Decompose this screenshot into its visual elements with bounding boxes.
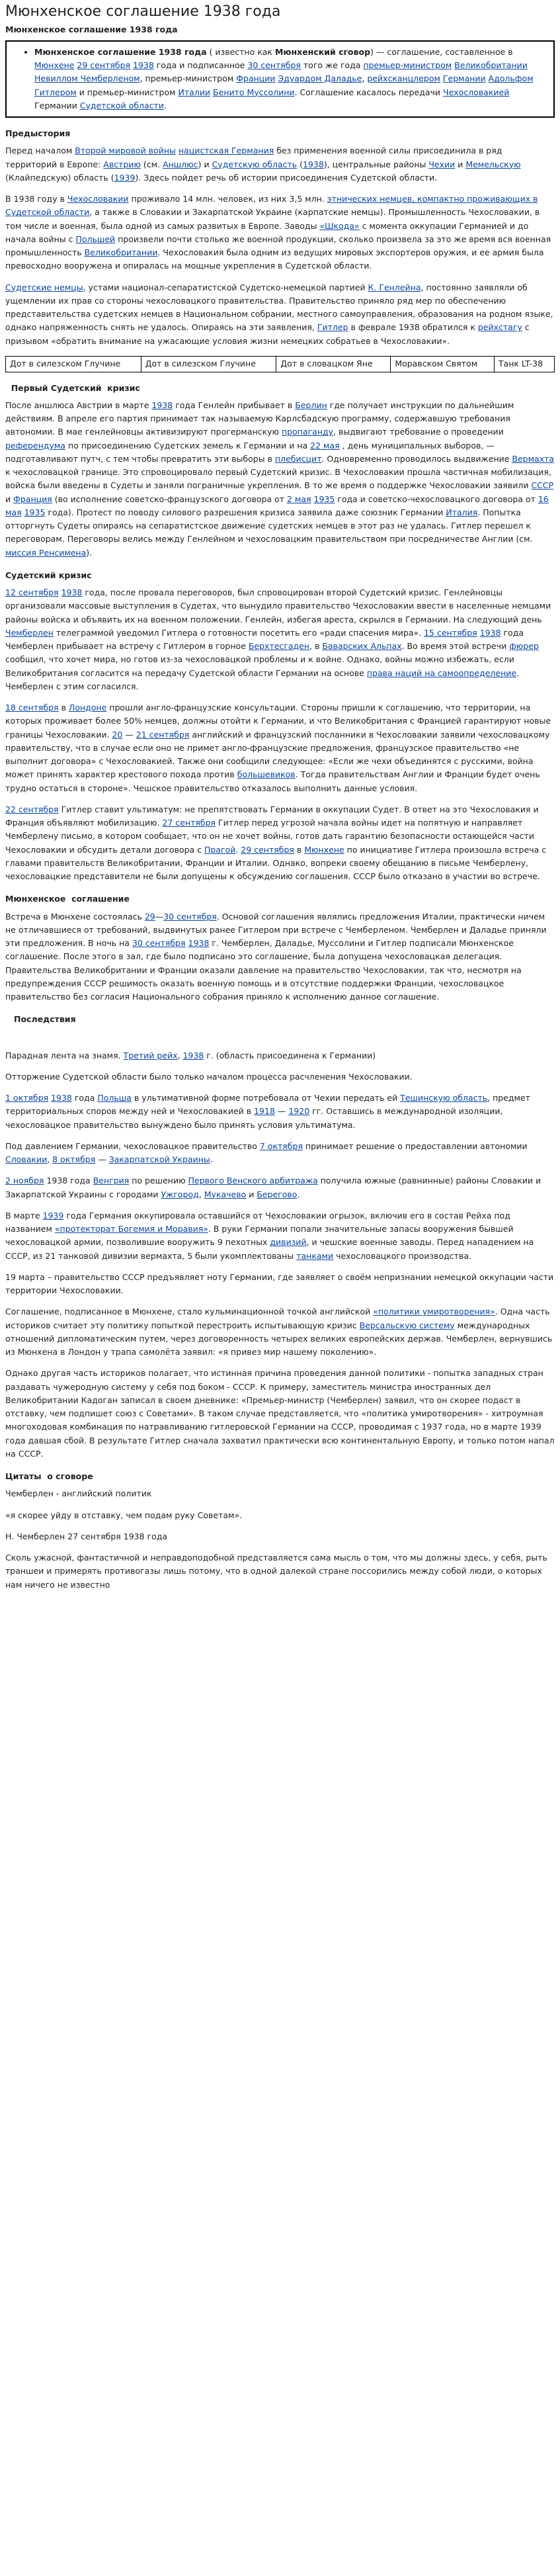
article-link[interactable]: СССР [531, 480, 554, 491]
bold-text: Мюнхенский сговор [274, 46, 371, 57]
article-link[interactable]: Берлин [295, 400, 327, 410]
article-link[interactable]: Гитлер [317, 322, 348, 333]
text-run: . Одновременно проводилось выдвижение [321, 453, 512, 464]
section-heading: Мюнхенское соглашение [5, 894, 130, 904]
article-link[interactable]: Третий рейх [123, 1050, 178, 1060]
article-link[interactable]: 1920 [288, 1106, 310, 1117]
paragraph [5, 1140, 555, 1167]
text-run: где получает инструкции по дальнейшим действиям. В апреле его партия принимает так называемую Карлсбадскую программу, содержавшую требования автономии. В мае генлейновцы активизируют прогерманскую [5, 400, 514, 437]
table-cell: Моравском Святом [391, 356, 495, 372]
article-link[interactable]: «протекторат Богемия и Моравия» [54, 1224, 208, 1234]
text-run: получила южные (равнинные) районы Словакии и Закарпатской Украины с городами [5, 1176, 541, 1199]
article-link[interactable]: референдума [5, 440, 65, 451]
bold-text: Мюнхенское соглашение 1938 года [34, 46, 207, 57]
text-run: 1938 года [44, 1176, 93, 1186]
article-link[interactable]: Италии [178, 87, 211, 97]
article-link[interactable]: Мемельскую [465, 159, 521, 169]
table-cell: Танк LT-38 [494, 356, 554, 372]
article-link[interactable]: 1938 [188, 938, 210, 949]
text-run: , выдвигают требование о проведении [333, 427, 504, 437]
text-run: года Германия оккупировала оставшийся от Чехословакии огрызок, включив его в состав Рейха под названием [5, 1210, 510, 1234]
table-cell: Дот в силезском Глучине [141, 356, 276, 372]
article-body [5, 127, 555, 1592]
article-link[interactable]: «политики умиротворения» [373, 1307, 495, 1317]
text-run: Н. Чемберлен 27 сентября 1938 года [5, 1531, 168, 1541]
paragraph [5, 1271, 555, 1298]
text-run: — [155, 911, 164, 922]
text-run: , [47, 1154, 53, 1165]
paragraph [5, 1530, 555, 1543]
table-cell: Дот в словацком Яне [276, 356, 391, 372]
text-run: , постоянно заявляли об ущемлении их прав со стороны чехословацкого правительства. Правительство приняло ряд мер по обеспечению представительства судетских немцев в Национальном собрании, местного самоуправления, образования на родном языке, однако напряженность снять не удалось. Опираясь на эти заявления, [5, 282, 553, 333]
article-link[interactable]: Адольфом Гитлером [34, 73, 534, 97]
article-link[interactable]: рейхстагу [477, 322, 522, 333]
text-run: 19 марта – правительство СССР предъявляет ноту Германии, где заявляет о своём непризнании немецкой оккупации части территории Чехословакии. [5, 1271, 554, 1296]
paragraph [5, 910, 555, 1004]
image-placeholder [5, 1031, 555, 1049]
article-link[interactable]: 1938 [182, 1050, 204, 1060]
text-run: по решению [129, 1176, 188, 1186]
article-link[interactable]: 1938 [51, 1093, 72, 1103]
text-run: . Одна часть историков считает эту политику попыткой перестроить испытывающую кризис [5, 1307, 550, 1330]
article-link[interactable]: Невиллом Чемберленом [34, 73, 140, 84]
table-row [6, 356, 555, 372]
article-link[interactable]: 7 октября [259, 1140, 303, 1151]
text-run: чехословацкого производства. [333, 1250, 471, 1261]
text-run: Соглашение, подписанное в Мюнхене, стало кульминационной точкой английской [5, 1307, 374, 1317]
text-run: года, после провала переговоров, был спровоцирован второй Судетский кризис. Генлейновцы организовали массовые выступления в Судетах, что вынудило правительство Чехословакии ввести в населенные немцами районы войска и объявить их на военном положении. Генлейн, избегая ареста, скрылся в Германии. На следующий день [5, 587, 551, 624]
article-link[interactable]: Польша [97, 1093, 132, 1103]
article-link[interactable]: 1 октября [5, 1093, 49, 1103]
text-run: и [5, 494, 14, 504]
text-run: . Соглашение касалось передачи [294, 87, 443, 97]
article-link[interactable]: Словакии [5, 1154, 48, 1165]
table-cell: Дот в силезском Глучине [6, 356, 141, 372]
paragraph [5, 1209, 555, 1263]
article-link[interactable]: Эдуардом Даладье [278, 73, 362, 84]
text-run: гг. Оставшись в международной изоляции, чехословацкое правительство вынуждено было принять условия ультиматума. [5, 1106, 503, 1130]
text-run: (Клайпедскую) область ( [5, 172, 114, 183]
text-run: и [246, 1189, 257, 1199]
article-link[interactable]: К. Генлейна [368, 282, 421, 292]
text-run: в [294, 844, 305, 855]
text-run: — [95, 1154, 109, 1165]
article [0, 3, 560, 1592]
article-link[interactable]: 29 сентября [241, 844, 294, 855]
article-link[interactable]: этнических немцев, компактно проживающих в Судетской области [5, 194, 538, 218]
text-run: . Основой соглашения являлись предложения Италии, практически ничем не отличавшиеся от требований, выдвинутых ранее Гитлером при встрече с Чемберленом. Чемберлен и Даладье приняли эти предложения. В ночь на [5, 911, 547, 949]
text-run: В 1938 году в [5, 194, 67, 204]
article-link[interactable]: 27 сентября [162, 818, 216, 828]
article-link[interactable]: 30 сентября [132, 938, 186, 949]
paragraph [5, 803, 555, 884]
article-link[interactable]: «Шкода» [319, 220, 360, 231]
article-link[interactable]: Судетскую область [212, 159, 298, 169]
article-link[interactable]: 1938 [133, 60, 154, 71]
article-link[interactable]: 29 [144, 911, 155, 922]
article-link[interactable]: Закарпатской Украины [108, 1154, 210, 1165]
article-link[interactable]: Мукачево [204, 1189, 247, 1199]
article-link[interactable]: дивизий [270, 1237, 307, 1248]
section-heading: Цитаты о сговоре [5, 1471, 93, 1482]
text-run: г. Чемберлен, Даладье, Муссолини и Гитлер подписали Мюнхенское соглашение. После этого в зал, где было подписано это соглашение, была допущена чехословацкая делегация. Правительства Великобритании и Франции оказали давление на правительство Чехословакии, так что, несмотря на предупреждения СССР решимость оказать военную помощь и в отсутствие поддержки Франции, чехословацкое правительство без согласия Национального собрания приняло к исполнению данное соглашение. [5, 938, 522, 1002]
article-link[interactable]: Судетские немцы [5, 282, 83, 292]
article-link[interactable]: Берхтесгаден [248, 641, 310, 652]
article-link[interactable]: Баварских Альпах [322, 641, 402, 652]
text-run: «я скорее уйду в отставку, чем подам руку Советам». [5, 1510, 243, 1520]
article-link[interactable]: Австрию [103, 159, 141, 169]
paragraph [5, 1174, 555, 1201]
article-link[interactable]: Венгрия [93, 1176, 130, 1186]
article-link[interactable]: большевиков [237, 769, 296, 780]
text-run: года). Протест по поводу силового разрешения кризиса заявила даже союзник Германии [45, 507, 446, 517]
text-run: и [455, 159, 466, 169]
article-link[interactable]: 22 мая [310, 440, 340, 451]
article-link[interactable]: 8 октября [52, 1154, 96, 1165]
article-link[interactable]: Великобритании [454, 60, 528, 71]
image-caption-table [5, 356, 555, 372]
summary-text [34, 46, 548, 112]
article-link[interactable]: 1939 [114, 172, 136, 183]
summary-box [5, 40, 555, 118]
text-run: После аншлюса Австрии в марте [5, 400, 152, 410]
article-link[interactable]: Аншлюс [163, 159, 198, 169]
text-run: . [297, 1189, 300, 1199]
text-run: , день муниципальных выборов, — подготавливают путч, с тем чтобы превратить эти выборы в [5, 440, 495, 464]
text-run: ) — соглашение, составленное в [370, 46, 513, 57]
article-link[interactable]: плебисцит [274, 453, 322, 464]
text-run: , а также в Словакии и Закарпатской Украине (карпатские немцы). Промышленность Чехословакии, в том числе и военная, была одной из самых развитых в Европе. Заводы [5, 207, 540, 231]
text-run: , [362, 73, 368, 84]
article-link[interactable]: 21 сентября [136, 729, 190, 740]
article-link[interactable]: миссия Ренсимена [5, 547, 87, 558]
text-run: , предмет территориальных споров между ней и Чехословакией в [5, 1093, 530, 1117]
paragraph [5, 1070, 555, 1084]
text-run: по инициативе Гитлера произошла встреча с главами правительств Великобритании, Франции и Италии. Однако, вопреки своему обещанию в письме Чемберлену, чехословацкие представители не были допущены к обсуждению соглашения. СССР было отказано в участии во встрече. [5, 844, 547, 882]
text-run: . [163, 100, 167, 110]
text-run: , устами национал-сепаратистской Судетско-немецкой партией [83, 282, 368, 292]
paragraph [5, 1487, 555, 1500]
article-link[interactable]: Польшей [75, 234, 116, 244]
article-link[interactable]: 1939 [42, 1210, 64, 1221]
section-heading: Судетский кризис [5, 570, 92, 580]
article-link[interactable]: Великобритании [84, 247, 158, 258]
text-run: ) и [198, 159, 212, 169]
article-link[interactable]: Мюнхене [304, 844, 344, 855]
text-run: международных отношений дипломатическим путем, через договоренность четырех великих европейских держав. Чемберлен, вернувшись из Мюнхена в Лондон у трапа самолёта заявил: «я привез мир нашему поколению». [5, 1320, 553, 1357]
article-link[interactable]: 1938 [61, 587, 83, 598]
article-link[interactable]: 20 [112, 729, 123, 740]
paragraph [5, 193, 555, 273]
text-run: ( известно как [206, 46, 275, 57]
text-run: . [235, 844, 241, 855]
text-run: Однако другая часть историков полагает, что истинная причина проведения данной политики - попытка западных стран раздавать чужеродную систему у себя под боком - СССР. К примеру, заместитель министра иностранных дел Великобритании Кадоган записал в своем дневнике: «Премьер-министр (Чемберлен) заявил, что он скорее подаст в отставку, чем подпишет союз с Советами». В таком случае представляется, что «политика умиротворения» - хитроумная многоходовая комбинация по натравливанию гитлеровской Германии на СССР, проводимая с 1937 года, но в марте 1939 года давшая сбой. В результате Гитлер сначала захватил практически всю континентальную Европу, и только потом напал на СССР. [5, 1368, 555, 1459]
article-link[interactable]: Франции [236, 73, 276, 84]
article-link[interactable]: Берегово [257, 1189, 298, 1199]
paragraph [5, 1551, 555, 1592]
article-link[interactable]: 12 сентября [5, 587, 59, 598]
text-run: ). Здесь пойдет речь об истории присоединения Судетской области. [135, 172, 438, 183]
article-link[interactable]: Италия [446, 507, 478, 517]
article-link[interactable]: 1938 [303, 159, 324, 169]
article-link[interactable]: Ужгород [161, 1189, 199, 1199]
text-run: без применения военной силы присоединила в ряд территорий в Европе: [5, 146, 502, 169]
text-run: . В руки Германии попали значительные запасы вооружения бывшей чехословацкой армии, позволившие вооружить 9 пехотных [5, 1224, 514, 1248]
text-run: по присоединению Судетских земель к Германии и на [65, 440, 311, 451]
text-run: (во исполнение советско-французского договора от [52, 494, 287, 504]
text-run: прошли англо-французские консультации. Стороны пришли к соглашению, что территории, на которых проживает более 50% немцев, должны отойти к Германии, и что Великобритания с Францией гарантируют новые границы Чехословакии. [5, 703, 551, 740]
text-run: . Попытка отторгнуть Судеты опираясь на сепаратистское движение судетских немцев в этот раз не удалась. Гитлер перешел к переговорам. Переговоры велись между Генлейном и чехословацким правительством при посредничестве Англии (см. [5, 507, 533, 544]
text-run: к чехословацкой границе. Это спровоцировало первый Судетский кризис. В Чехословакии прошла частичная мобилизация, войска были введены в Судеты и заняли пограничные укрепления. В то же время о поддержке Чехословакии заявили [5, 467, 551, 491]
text-run: принимает решение о предоставлении автономии [302, 1140, 528, 1151]
article-link[interactable]: премьер-министром [363, 60, 452, 71]
text-run: в ультимативной форме потребовала от Чехии передать ей [131, 1093, 401, 1103]
text-run: года Генлейн прибывает в [173, 400, 296, 410]
text-run: , премьер-министром [140, 73, 237, 84]
text-run: и премьер-министром [76, 87, 179, 97]
text-run: Гитлер перед угрозой начала войны идет на попятную и направляет Чемберлену письмо, в котором сообщает, что он не хочет войны, готов дать гарантию безопасности остающейся части Чехословакии и обсудить детали договора с [5, 818, 534, 855]
text-run: телеграммой уведомил Гитлера о готовности посетить его «ради спасения мира». [53, 627, 424, 638]
article-link[interactable]: Лондоне [68, 703, 107, 713]
article-link[interactable]: Второй мировой войны [75, 146, 176, 156]
article-link[interactable]: Судетской области [79, 100, 164, 110]
text-run: с момента оккупации Германией и до начала войны с [5, 220, 529, 244]
text-run: в [58, 703, 69, 713]
paragraph [5, 1305, 555, 1359]
article-link[interactable]: 1935 [24, 507, 46, 517]
article-link[interactable]: 30 сентября [163, 911, 217, 922]
article-link[interactable]: Чехословакии [67, 194, 129, 204]
article-link[interactable]: фюрер [509, 641, 539, 652]
article-link[interactable]: Чемберлен [5, 627, 54, 638]
article-link[interactable]: Франция [13, 494, 52, 504]
paragraph [5, 1367, 555, 1461]
text-run: года и советско-чехословацкого договора от [335, 494, 538, 504]
page-subtitle: Мюнхенское соглашение 1938 года [5, 24, 178, 34]
paragraph [5, 701, 555, 795]
article-link[interactable]: 22 сентября [5, 804, 59, 814]
text-run: , [198, 1189, 204, 1199]
paragraph [5, 1049, 555, 1062]
page-title: Мюнхенское соглашение 1938 года [5, 3, 281, 20]
text-run: . Чехословакия была одним из ведущих мировых экспортеров оружия, и ее армия была превосходно вооружена и опиралась на мощные укрепления в Судетской области. [5, 247, 544, 271]
paragraph [5, 399, 555, 560]
text-run: сообщил, что хочет мира, но готов из-за чехословацкой проблемы и к войне. Однако, войны можно избежать, если Великобритания согласится на передачу Судетской области Германии на основе [5, 654, 514, 678]
text-run: . Тогда правительствам Англии и Франции будет очень трудно остаться в стороне». Чешское правительство отказалось выполнить данные условия. [5, 769, 540, 793]
text-run: ). [86, 547, 93, 558]
text-run: Чемберлен - английский политик [5, 1488, 152, 1499]
section-heading: Предыстория [5, 128, 71, 139]
text-run: — [122, 729, 136, 740]
text-run: , [177, 1050, 183, 1060]
article-link[interactable]: 29 сентября [77, 60, 131, 71]
section-heading: Первый Судетский кризис [5, 382, 140, 393]
text-run: года [71, 1093, 98, 1103]
paragraph [5, 144, 555, 185]
article-link[interactable]: права наций на самоопределение [366, 667, 517, 678]
text-run: . Во время этой встречи [401, 641, 510, 652]
text-run: Парадная лента на знамя. [5, 1050, 124, 1060]
text-run: г. (область присоединена к Германии) [204, 1050, 376, 1060]
text-run: Отторжение Судетской области было только началом процесса расчленения Чехословакии. [5, 1071, 413, 1082]
text-run: — [274, 1106, 289, 1117]
text-run: с призывом «обратить внимание на ужасающие условия жизни немецких собратьев в Чехословакии». [5, 322, 530, 346]
text-run: Сколь ужасной, фантастичной и неправдоподобной представляется сама мысль о том, что мы должны здесь, у себя, рыть траншеи и примерять противогазы лишь потому, что в одной далекой стране поссорились между собой люди, о которых нам ничего не известно [5, 1553, 547, 1590]
article-link[interactable]: рейхсканцлером [367, 73, 440, 84]
article-link[interactable]: Бенито Муссолини [213, 87, 295, 97]
article-link[interactable]: нацистская Германия [178, 146, 274, 156]
article-link[interactable]: пропаганду [282, 427, 334, 437]
text-run: года и подписанное [153, 60, 248, 71]
article-link[interactable]: Вермахта [512, 453, 555, 464]
article-link[interactable]: 16 мая [5, 494, 549, 517]
text-run: , в [309, 641, 323, 652]
text-run: Германии [34, 100, 80, 110]
text-run: ), центральные районы [323, 159, 429, 169]
paragraph [5, 1092, 555, 1132]
article-link[interactable]: Чехословакией [443, 87, 510, 97]
article-link[interactable]: Германии [442, 73, 486, 84]
paragraph [5, 586, 555, 693]
text-run: Гитлер ставит ультиматум: не препятствовать Германии в оккупации Судет. В ответ на это Чехословакия и Франция объявляют мобилизацию. [5, 804, 539, 828]
text-run: , и чешские военные заводы. Перед нападением на СССР, из 21 танковой дивизии вермахта, 5 были укомплектованы [5, 1237, 534, 1261]
article-link[interactable]: 1918 [254, 1106, 275, 1117]
article-link[interactable]: 1935 [313, 494, 335, 504]
text-run: . [210, 1154, 213, 1165]
article-link[interactable]: Прагой [204, 844, 236, 855]
paragraph [5, 281, 555, 348]
text-run: того же года [300, 60, 364, 71]
text-run: Под давлением Германии, чехословацкое правительство [5, 1140, 260, 1151]
article-link[interactable]: 2 ноября [5, 1176, 44, 1186]
text-run: в феврале 1938 обратился к [348, 322, 478, 333]
article-link[interactable]: танками [296, 1250, 334, 1261]
article-link[interactable]: 30 сентября [247, 60, 301, 71]
text-run: (см. [140, 159, 163, 169]
article-link[interactable]: 15 сентября [424, 627, 477, 638]
text-run: В марте [5, 1210, 43, 1221]
article-link[interactable]: Первого Венского арбитража [188, 1176, 318, 1186]
text-run: года Чемберлен прибывает на встречу с Гитлером в горное [5, 627, 524, 652]
text-run: Встреча в Мюнхене состоялась [5, 911, 145, 922]
article-link[interactable]: Версальскую систему [359, 1320, 455, 1330]
paragraph [5, 1509, 555, 1522]
text-run: Перед началом [5, 146, 75, 156]
article-link[interactable]: 1938 [479, 627, 501, 638]
article-link[interactable]: Мюнхене [34, 60, 75, 71]
text-run: ( [297, 159, 303, 169]
text-run: проживало 14 млн. человек, из них 3,5 млн. [128, 194, 327, 204]
article-link[interactable]: Тешинскую область [400, 1093, 488, 1103]
section-heading: Последствия [5, 1014, 76, 1025]
article-link[interactable]: 1938 [151, 400, 173, 410]
text-run: произвели почти столько же военной продукции, сколько произвела за это же время вся военная промышленность [5, 234, 551, 258]
article-link[interactable]: 2 мая [286, 494, 311, 504]
article-link[interactable]: Чехии [428, 159, 456, 169]
text-run: английский и французский посланники в Чехословакии заявили чехословацкому правительству, что в случае если оно не примет англо-французские предложения, французское правительство «не выполнит договора» с Чехословакией. Также они сообщили следующее: «Если же чехи объединятся с русскими, война может принять характер крестового похода против [5, 729, 550, 780]
article-link[interactable]: 18 сентября [5, 703, 59, 713]
text-run: . Чемберлен с этим согласился. [5, 667, 520, 691]
